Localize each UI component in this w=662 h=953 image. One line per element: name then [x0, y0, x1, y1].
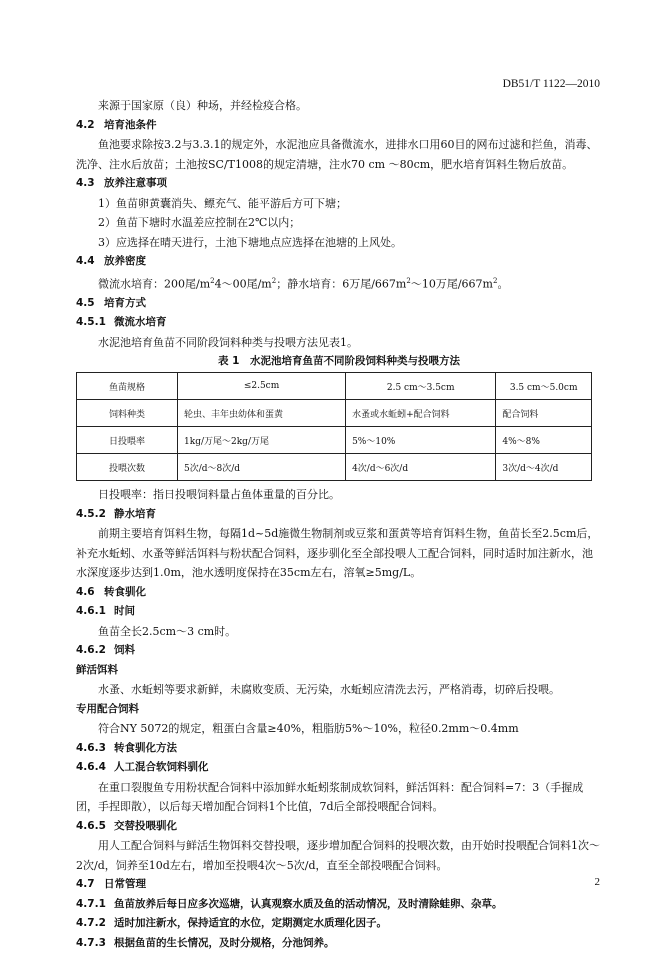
intro-line: 来源于国家原（良）种场，并经检疫合格。 [98, 99, 307, 112]
section-4-6-heading [76, 583, 602, 603]
density-part: 微流水培育：200尾/m [98, 277, 211, 291]
section-title: 静水培育 [114, 507, 156, 520]
table-caption: 表 1 水泥池培育鱼苗不同阶段饲料种类与投喂方法 [218, 355, 460, 368]
list-item: 1）鱼苗卵黄囊消失、鳔充气、能平游后方可下塘； [98, 196, 347, 210]
table-cell: 5%～10% [346, 427, 496, 454]
superscript: 2 [210, 276, 215, 285]
page-content [76, 96, 602, 953]
section-4-2-text: 鱼池要求除按3.2与3.3.1的规定外，水泥池应具备微流水，进排水口用60目的网布过滤和拦鱼，消毒、洗净、注水后放苗；土池按SC/T1008的规定清塘，注水70 cm ～80cm，肥水培育饵料生物后放苗。 [76, 138, 598, 171]
section-title: 饲料 [114, 644, 135, 657]
section-number: 4.7.3 [76, 936, 106, 949]
section-4-2-heading [76, 116, 602, 136]
density-part: ；静水培育：6万尾/667m [276, 277, 407, 291]
section-number: 4.6.3 [76, 741, 106, 754]
section-4-5-2-heading [76, 505, 602, 525]
section-number: 4.6.5 [76, 819, 106, 832]
section-title: 放养密度 [104, 255, 146, 267]
superscript: 2 [271, 276, 277, 285]
table-cell: 轮虫、丰年虫幼体和蛋黄 [178, 400, 346, 427]
section-4-5-1-heading [76, 313, 602, 333]
feeding-table [76, 372, 592, 481]
table-cell: 1kg/万尾～2kg/万尾 [178, 427, 346, 454]
table-cell: 饲料种类 [77, 400, 178, 427]
section-number: 4.7 [76, 878, 95, 891]
compound-feed-heading: 专用配合饲料 [76, 702, 139, 715]
section-title: 微流水培育 [114, 316, 167, 329]
section-4-6-5-heading [76, 817, 602, 837]
table-row [77, 373, 592, 400]
section-4-7-2-heading [76, 914, 602, 934]
section-number: 4.6.2 [76, 644, 106, 657]
table-note: 日投喂率：指日投喂饲料量占鱼体重量的百分比。 [98, 488, 340, 502]
table-cell: 配合饲料 [496, 400, 592, 427]
section-title: 交替投喂驯化 [114, 819, 177, 832]
table-cell: 3.5 cm～5.0cm [496, 373, 592, 400]
section-title: 人工混合软饲料驯化 [114, 761, 209, 774]
table-row [77, 427, 592, 454]
section-title: 鱼苗放养后每日应多次巡塘，认真观察水质及鱼的活动情况，及时清除蛙卵、杂草。 [114, 897, 503, 910]
section-number: 4.3 [76, 177, 95, 189]
table-cell: 5次/d～8次/d [178, 454, 346, 481]
section-4-5-2-text: 前期主要培育饵料生物，每隔1d~5d施微生物制剂或豆浆和蛋黄等培育饵料生物，鱼苗长至2.5cm后，补充水蚯蚓、水蚤等鲜活饵料与粉状配合饲料，逐步驯化至全部投喂人工配合饲料，同时适时加注新水，池水深度逐步达到1.0m，池水透明度保持在35cm左右，溶氧≥5mg/L。 [76, 527, 599, 580]
section-4-5-heading [76, 294, 602, 314]
section-4-6-1-text: 鱼苗全长2.5cm～3 cm时。 [98, 624, 237, 638]
density-part: 4～00尾/m [214, 277, 272, 291]
section-number: 4.5.2 [76, 507, 106, 520]
table-cell: 4%～8% [496, 427, 592, 454]
document-id-header: DB51/T 1122—2010 [502, 78, 600, 90]
fresh-feed-heading: 鲜活饵料 [76, 663, 118, 676]
section-number: 4.7.2 [76, 917, 106, 930]
section-number: 4.6 [76, 585, 95, 598]
table-row [77, 400, 592, 427]
table-cell: 投喂次数 [77, 454, 178, 481]
section-title: 培育池条件 [104, 118, 157, 131]
section-title: 放养注意事项 [104, 177, 167, 189]
list-item: 3）应选择在晴天进行，土池下塘地点应选择在池塘的上风处。 [98, 235, 402, 249]
table-cell: 3次/d～4次/d [496, 454, 592, 481]
table-cell: 日投喂率 [77, 427, 178, 454]
section-4-6-4-text: 在重口裂腹鱼专用粉状配合饲料中添加鲜水蚯蚓浆制成软饲料，鲜活饵料：配合饲料=7：3（手握成团，手捏即散），以后每天增加配合饲料1个比值，7d后全部投喂配合饲料。 [76, 780, 584, 814]
fresh-feed-text: 水蚤、水蚯蚓等要求新鲜，未腐败变质、无污染，水蚯蚓应清洗去污，严格消毒，切碎后投喂。 [98, 683, 560, 697]
section-title: 日常管理 [104, 878, 146, 891]
page-number: 2 [594, 876, 600, 888]
section-4-3-heading [76, 174, 602, 194]
section-number: 4.5 [76, 296, 95, 309]
section-number: 4.2 [76, 118, 95, 131]
section-4-4-heading [76, 252, 602, 272]
density-part: 。 [497, 277, 509, 291]
section-title: 适时加注新水，保持适宜的水位，定期测定水质理化因子。 [114, 917, 387, 930]
section-title: 根据鱼苗的生长情况，及时分规格，分池饲养。 [114, 936, 335, 949]
section-4-7-3-heading [76, 934, 602, 953]
section-4-6-5-text: 用人工配合饲料与鲜活生物饵料交替投喂，逐步增加配合饲料的投喂次数，由开始时投喂配合饲料1次～2次/d，饲养至10d左右，增加至投喂4次～5次/d，直至全部投喂配合饲料。 [76, 839, 600, 872]
table-cell: ≤2.5cm [178, 373, 346, 400]
section-number: 4.5.1 [76, 316, 106, 329]
section-4-6-3-heading [76, 739, 602, 759]
section-4-5-1-text: 水泥池培育鱼苗不同阶段饲料种类与投喂方法见表1。 [98, 335, 358, 349]
superscript: 2 [492, 276, 498, 285]
table-cell: 鱼苗规格 [77, 373, 178, 400]
section-title: 转食驯化 [104, 585, 146, 598]
section-4-6-1-heading [76, 602, 602, 622]
section-number: 4.6.4 [76, 761, 106, 774]
stocking-density-text [76, 272, 602, 294]
section-4-7-1-heading [76, 895, 602, 915]
density-part: ～10万尾/667m [410, 277, 493, 291]
section-4-6-2-heading [76, 641, 602, 661]
table-row [77, 454, 592, 481]
superscript: 2 [406, 276, 411, 285]
section-title: 时间 [114, 605, 135, 618]
table-cell: 4次/d～6次/d [346, 454, 496, 481]
table-cell: 2.5 cm～3.5cm [346, 373, 496, 400]
section-title: 转食驯化方法 [114, 741, 177, 754]
section-title: 培育方式 [104, 296, 146, 309]
table-cell: 水蚤或水蚯蚓+配合饲料 [346, 400, 496, 427]
section-number: 4.7.1 [76, 897, 106, 910]
section-number: 4.6.1 [76, 605, 106, 618]
list-item: 2）鱼苗下塘时水温差应控制在2℃以内； [98, 216, 301, 229]
section-number: 4.4 [76, 255, 95, 267]
compound-feed-text: 符合NY 5072的规定，粗蛋白含量≥40%，粗脂肪5%～10%，粒径0.2mm～0.4mm [98, 722, 519, 736]
section-4-7-heading [76, 875, 602, 895]
section-4-6-4-heading [76, 758, 602, 778]
